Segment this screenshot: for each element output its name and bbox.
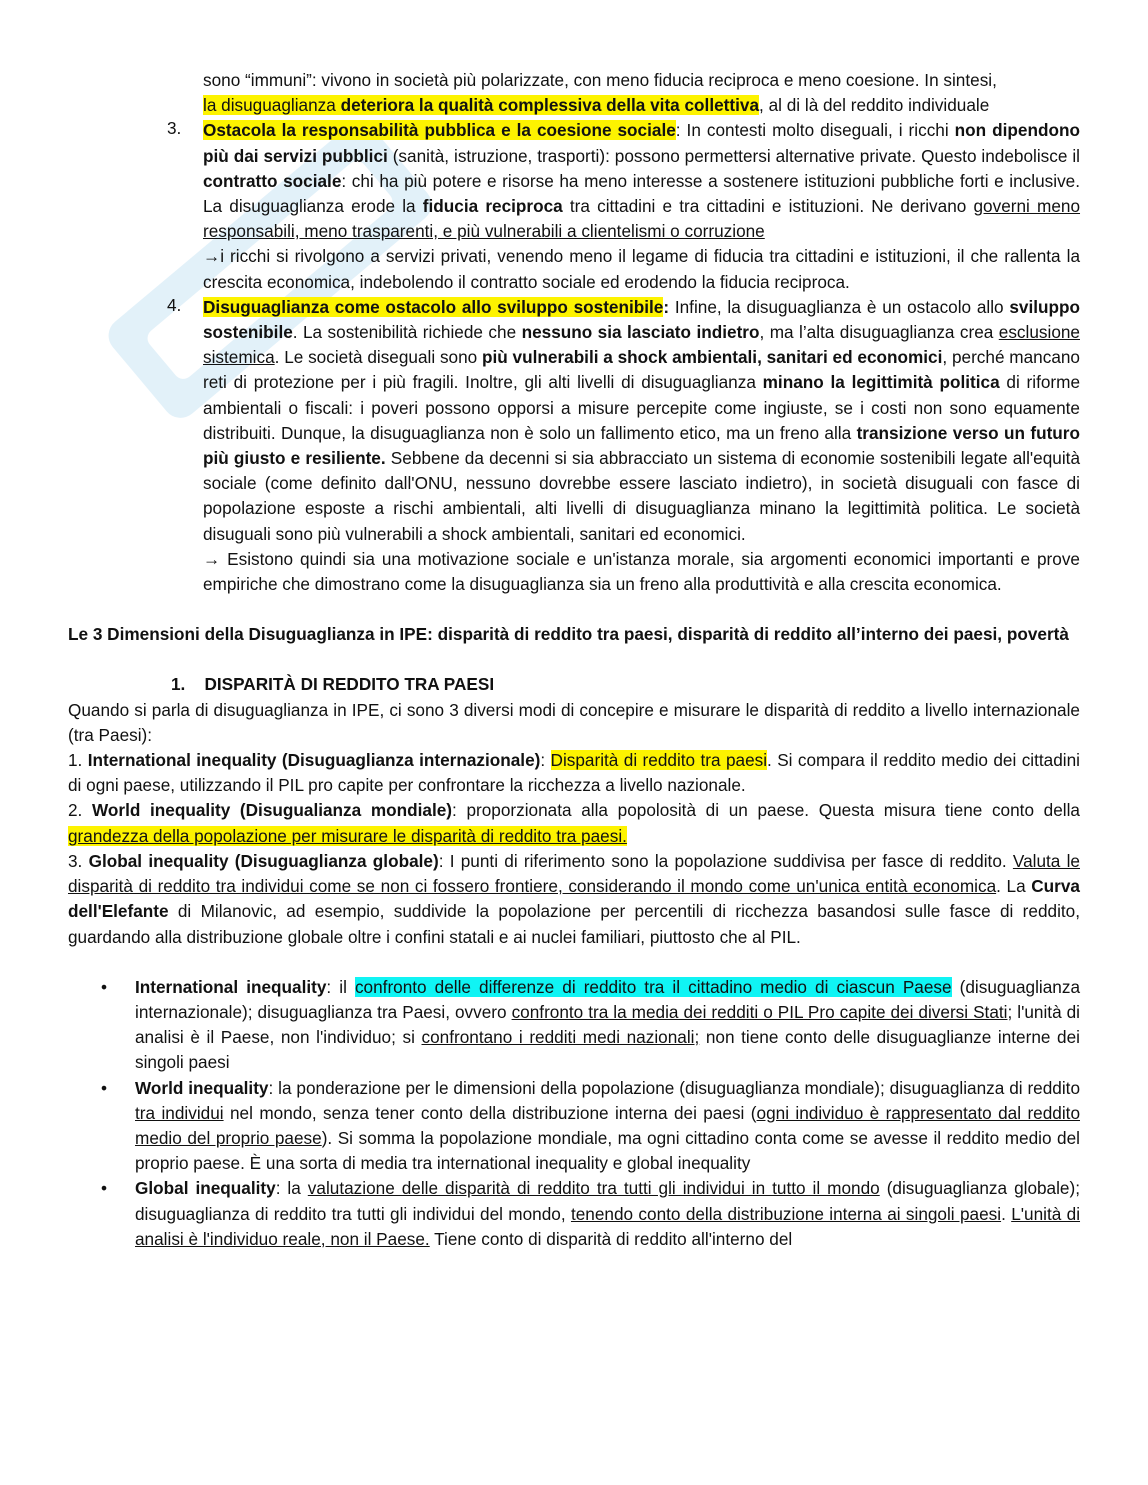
list-item: 3. Ostacola la responsabilità pubblica e la coesione sociale: In contesti molto diseguali, i ricchi non dipendono più dai servizi pubblici (sanità, istruzione, trasporti): possono permettersi alternative private. Questo indebolisce il contratto sociale: chi ha più potere e risorse ha meno interesse a sostenere istituzioni pubbliche forti e inclusive. La disuguaglianza erode la fiducia reciproca tra cittadini e tra cittadini e istituzioni. Ne derivano governi meno responsabili, meno trasparenti, e più vulnerabili a clientelismi o corruzione →i ricchi si rivolgono a servizi privati, venendo meno il legame di fiducia tra cittadini e istituzioni, il che rallenta la crescita economica, indebolendo il contratto sociale ed erodendo la fiducia reciproca.: [167, 118, 1081, 292]
sub-heading: 1. DISPARITÀ DI REDDITO TRA PAESI: [171, 674, 495, 695]
list-item: • International inequality: il confronto delle differenze di reddito tra il cittadino medio di ciascun Paese (disuguaglianza internazionale); disuguaglianza tra Paesi, ovvero confronto tra la media dei redditi o PIL Pro capite dei diversi Stati; l'unità di analisi è il Paese, non l'individuo; si confrontano i redditi medi nazionali; non tiene conto delle disuguaglianze interne dei singoli paesi: [101, 976, 1081, 1073]
definition-1: 1. International inequality (Disuguaglianza internazionale): Disparità di reddito tra paesi. Si compara il reddito medio dei cittadini di ogni paese, utilizzando il PIL pro capite per confrontare la ricchezza a livello nazionale.: [68, 750, 1080, 796]
bullet-list: [68, 975, 1080, 1252]
list-item: • World inequality: la ponderazione per le dimensioni della popolazione (disuguaglianza mondiale); disuguaglianza di reddito tra individui nel mondo, senza tener conto della distribuzione interna dei paesi (ogni individuo è rappresentato dal reddito medio del proprio paese). Si somma la popolazione mondiale, ma ogni cittadino conta come se avesse il reddito medio del proprio paese. È una sorta di media tra international inequality e global inequality: [101, 1077, 1081, 1174]
intro-paragraph: Quando si parla di disuguaglianza in IPE, ci sono 3 diversi modi di concepire e misurare le disparità di reddito a livello internazionale (tra Paesi):: [68, 699, 1080, 745]
section-heading: Le 3 Dimensioni della Disuguaglianza in IPE: disparità di reddito tra paesi, disparità di reddito all’interno dei paesi, povertà: [68, 624, 1069, 645]
list-item: • Global inequality: la valutazione delle disparità di reddito tra tutti gli individui in tutto il mondo (disuguaglianza globale); disuguaglianza di reddito tra tutti gli individui del mondo, tenendo conto della distribuzione interna ai singoli paesi. L'unità di analisi è l'individuo reale, non il Paese. Tiene conto di disparità di reddito all'interno del: [101, 1178, 1081, 1249]
definition-3: 3. Global inequality (Disuguaglianza globale): I punti di riferimento sono la popolazione suddivisa per fasce di reddito. Valuta le disparità di reddito tra individui come se non ci fossero frontiere, considerando il mondo come un'unica entità economica. La Curva dell'Elefante di Milanovic, ad esempio, suddivide la popolazione per percentili di ricchezza basandosi sulle fasce di reddito, guardando alla distribuzione globale oltre i confini statali e ai nuclei familiari, piuttosto che al PIL.: [68, 850, 1080, 947]
list-continuation: [167, 68, 1081, 597]
definition-2: 2. World inequality (Disugualianza mondiale): proporzionata alla popolosità di un paese. Questa misura tiene conto della grandezza della popolazione per misurare le disparità di reddito tra paesi.: [68, 800, 1080, 846]
list-item: 4. Disuguaglianza come ostacolo allo sviluppo sostenibile: Infine, la disuguaglianza è un ostacolo allo sviluppo sostenibile. La sostenibilità richiede che nessuno sia lasciato indietro, ma l’alta disuguaglianza crea esclusione sistemica. Le società diseguali sono più vulnerabili a shock ambientali, sanitari ed economici, perché mancano reti di protezione per i più fragili. Inoltre, gli alti livelli di disuguaglianza minano la legittimità politica di riforme ambientali o fiscali: i poveri possono opporsi a misure percepite come ingiuste, se i costi non sono equamente distribuiti. Dunque, la disuguaglianza non è solo un fallimento etico, ma un freno alla transizione verso un futuro più giusto e resiliente. Sebbene da decenni si sia abbracciato un sistema di economie sostenibili legate all'equità sociale (come definito dall'ONU, nessuno dovrebbe essere lasciato indietro), in società disuguali con fasce di popolazione esposte a rischi ambientali, alti livelli di disuguaglianza minano la legittimità politica. Le società disuguali sono più vulnerabili a shock ambientali, sanitari ed economici. → Esistono quindi sia una motivazione sociale e un'istanza morale, sia argomenti economici importanti e prove empiriche che dimostrano come la disuguaglianza sia un freno alla produttività e alla crescita economica.: [167, 294, 1080, 595]
paragraph: sono “immuni”: vivono in società più polarizzate, con meno fiducia reciproca e meno coesione. In sintesi, la disuguaglianza deteriora la qualità complessiva della vita collettiva, al di là del reddito individuale: [203, 70, 997, 116]
document-page: [68, 68, 1080, 1252]
